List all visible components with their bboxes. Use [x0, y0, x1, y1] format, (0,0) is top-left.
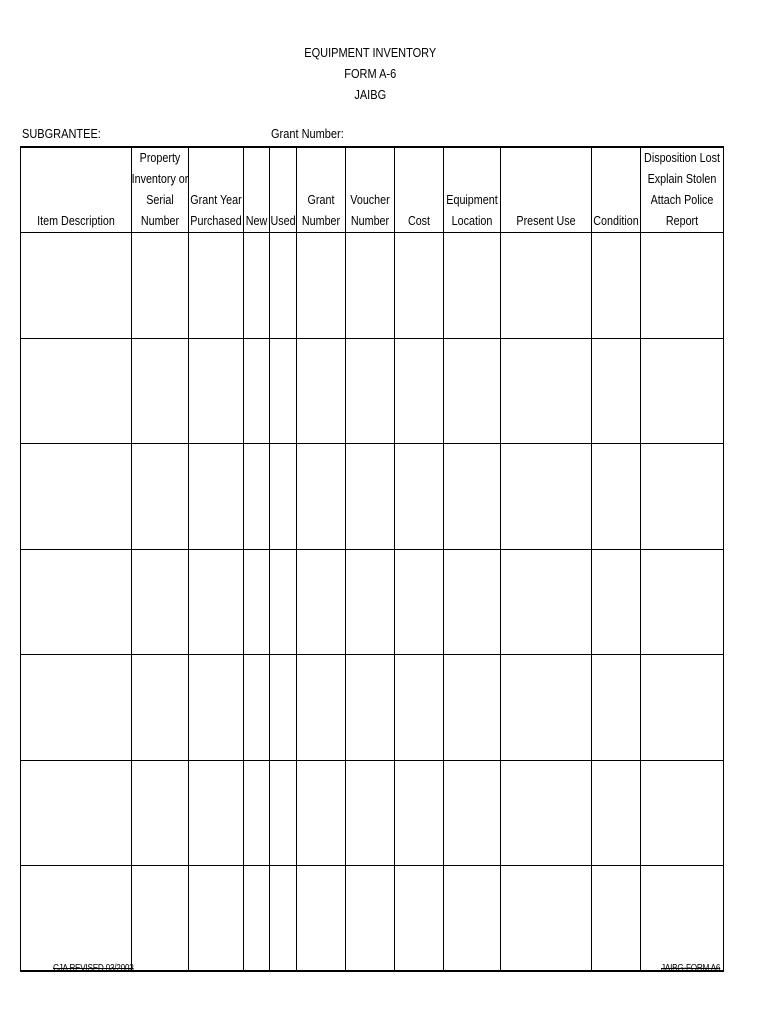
table-cell[interactable] [297, 338, 346, 444]
footer-revision: CJA REVISED 03/2003 [53, 963, 134, 974]
footer-form-id: JAIBG-FORM A6 [660, 963, 720, 974]
table-cell[interactable] [132, 233, 189, 339]
col-header-condition: Condition [592, 147, 641, 233]
table-cell[interactable] [189, 338, 244, 444]
table-cell[interactable] [244, 549, 270, 655]
col-header-present-use: Present Use [501, 147, 592, 233]
table-cell[interactable] [270, 655, 297, 761]
table-cell[interactable] [592, 655, 641, 761]
table-cell[interactable] [244, 444, 270, 550]
table-cell[interactable] [501, 655, 592, 761]
table-cell[interactable] [21, 760, 132, 866]
table-cell[interactable] [244, 338, 270, 444]
table-cell[interactable] [501, 233, 592, 339]
table-cell[interactable] [270, 549, 297, 655]
col-header-disposition: Disposition Lost Explain Stolen Attach Police Report [641, 147, 724, 233]
col-header-property-inventory: Property Inventory or Serial Number [132, 147, 189, 233]
table-cell[interactable] [444, 760, 501, 866]
table-cell[interactable] [297, 233, 346, 339]
table-cell[interactable] [346, 233, 395, 339]
table-cell[interactable] [592, 338, 641, 444]
table-cell[interactable] [501, 866, 592, 972]
table-cell[interactable] [132, 549, 189, 655]
table-cell[interactable] [501, 338, 592, 444]
table-cell[interactable] [244, 866, 270, 972]
table-cell[interactable] [270, 233, 297, 339]
table-cell[interactable] [501, 549, 592, 655]
col-header-voucher-number: Voucher Number [346, 147, 395, 233]
table-cell[interactable] [132, 760, 189, 866]
grant-number-label: Grant Number: [271, 127, 344, 141]
table-cell[interactable] [270, 444, 297, 550]
table-cell[interactable] [21, 338, 132, 444]
title-line-2: FORM A-6 [344, 67, 397, 81]
table-cell[interactable] [346, 760, 395, 866]
table-cell[interactable] [346, 549, 395, 655]
col-header-cost: Cost [395, 147, 444, 233]
table-cell[interactable] [395, 338, 444, 444]
table-cell[interactable] [21, 233, 132, 339]
table-cell[interactable] [270, 760, 297, 866]
table-cell[interactable] [189, 549, 244, 655]
table-cell[interactable] [244, 233, 270, 339]
table-cell[interactable] [297, 760, 346, 866]
col-header-grant-year: Grant Year Purchased [189, 147, 244, 233]
table-row [21, 338, 724, 444]
title-line-1: EQUIPMENT INVENTORY [304, 46, 437, 60]
col-header-item-description: Item Description [21, 147, 132, 233]
table-cell[interactable] [21, 655, 132, 761]
title-line-3: JAIBG [354, 88, 387, 102]
table-row [21, 549, 724, 655]
table-cell[interactable] [444, 655, 501, 761]
table-cell[interactable] [395, 760, 444, 866]
table-row [21, 760, 724, 866]
table-cell[interactable] [592, 444, 641, 550]
table-cell[interactable] [641, 233, 724, 339]
table-cell[interactable] [132, 866, 189, 972]
table-cell[interactable] [641, 444, 724, 550]
table-cell[interactable] [189, 760, 244, 866]
table-cell[interactable] [21, 444, 132, 550]
table-cell[interactable] [132, 338, 189, 444]
col-header-new: New [244, 147, 270, 233]
col-header-equipment-location: Equipment Location [444, 147, 501, 233]
table-cell[interactable] [297, 866, 346, 972]
table-cell[interactable] [592, 233, 641, 339]
table-cell[interactable] [346, 444, 395, 550]
table-cell[interactable] [641, 866, 724, 972]
table-cell[interactable] [501, 444, 592, 550]
table-cell[interactable] [244, 655, 270, 761]
table-body [21, 233, 724, 972]
table-row [21, 655, 724, 761]
subgrantee-label: SUBGRANTEE: [22, 127, 101, 141]
table-cell[interactable] [132, 655, 189, 761]
table-row [21, 233, 724, 339]
table-cell[interactable] [189, 655, 244, 761]
table-cell[interactable] [592, 760, 641, 866]
table-row [21, 866, 724, 972]
table-cell[interactable] [244, 760, 270, 866]
col-header-used: Used [270, 147, 297, 233]
table-cell[interactable] [395, 655, 444, 761]
table-cell[interactable] [270, 866, 297, 972]
table-cell[interactable] [270, 338, 297, 444]
col-header-grant-number: Grant Number [297, 147, 346, 233]
table-cell[interactable] [395, 444, 444, 550]
table-row [21, 444, 724, 550]
table-cell[interactable] [189, 866, 244, 972]
table-cell[interactable] [297, 655, 346, 761]
table-cell[interactable] [346, 655, 395, 761]
table-cell[interactable] [297, 549, 346, 655]
table-cell[interactable] [189, 444, 244, 550]
table-cell[interactable] [592, 549, 641, 655]
table-cell[interactable] [444, 866, 501, 972]
table-cell[interactable] [21, 866, 132, 972]
table-cell[interactable] [641, 549, 724, 655]
table-cell[interactable] [395, 549, 444, 655]
table-cell[interactable] [444, 233, 501, 339]
table-cell[interactable] [346, 338, 395, 444]
table-cell[interactable] [346, 866, 395, 972]
table-cell[interactable] [501, 760, 592, 866]
table-cell[interactable] [444, 338, 501, 444]
table-cell[interactable] [444, 444, 501, 550]
header-row [21, 147, 724, 233]
table-cell[interactable] [132, 444, 189, 550]
table-cell[interactable] [21, 549, 132, 655]
table-cell[interactable] [395, 866, 444, 972]
table-cell[interactable] [189, 233, 244, 339]
table-cell[interactable] [641, 760, 724, 866]
table-cell[interactable] [592, 866, 641, 972]
table-cell[interactable] [297, 444, 346, 550]
table-cell[interactable] [395, 233, 444, 339]
table-cell[interactable] [641, 655, 724, 761]
form-title [45, 43, 696, 106]
table-cell[interactable] [641, 338, 724, 444]
table-cell[interactable] [444, 549, 501, 655]
equipment-inventory-table [20, 146, 724, 972]
